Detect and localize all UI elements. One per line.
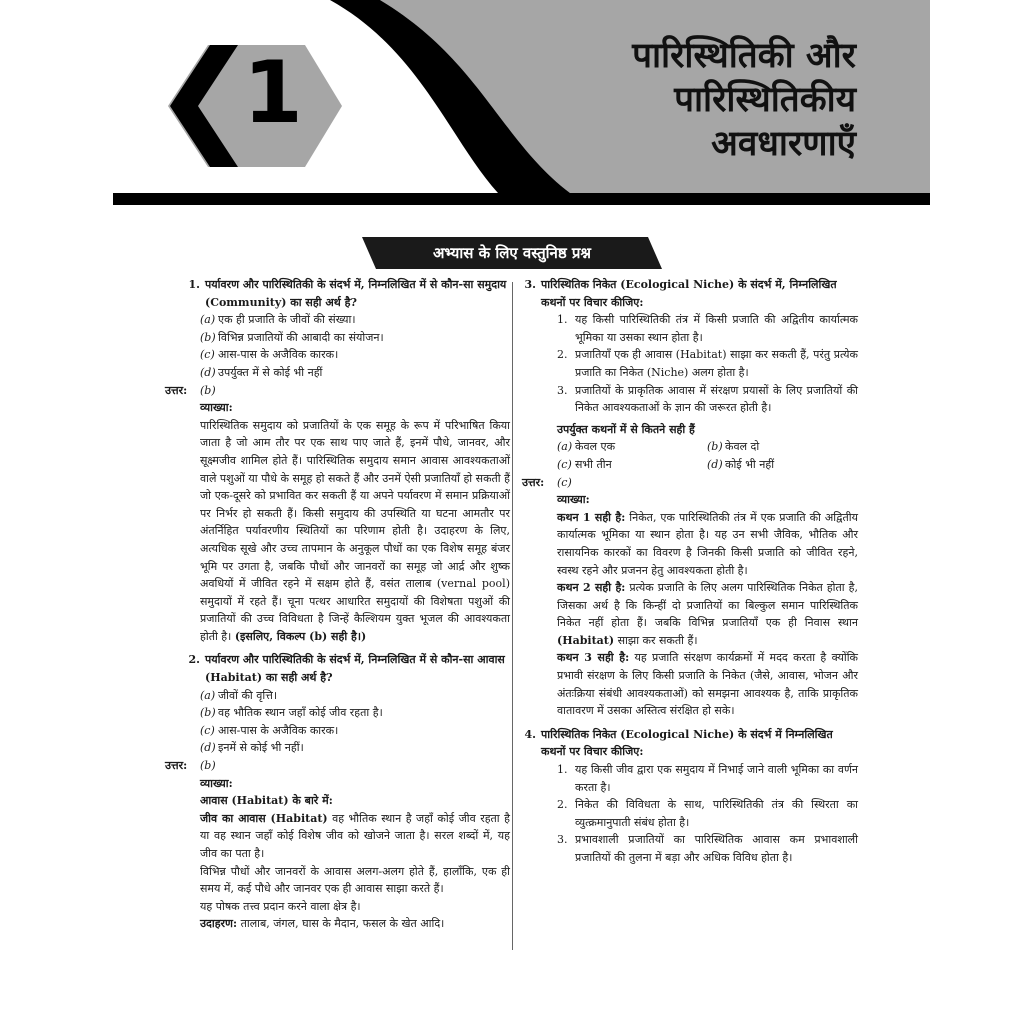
question-text: पारिस्थितिक निकेत (Ecological Niche) के संदर्भ में, निम्नलिखित कथनों पर विचार कीजिए: <box>541 278 837 309</box>
question-text: पर्यावरण और पारिस्थितिकी के संदर्भ में, निम्नलिखित में से कौन-सा समुदाय (Community) का सही अर्थ है? <box>205 278 507 309</box>
statement-verdict: कथन 3 सही है: <box>557 651 630 665</box>
left-column <box>165 276 510 933</box>
answer-value: (c) <box>557 475 572 489</box>
statement-explanation <box>522 579 858 649</box>
option-text: केवल दो <box>725 440 760 454</box>
explanation-text: विभिन्न पौधों और जानवरों के आवास अलग-अलग होते हैं, हालाँकि, एक ही समय में, कई पौधे और जानवर एक ही आवास साझा करते हैं। <box>200 864 510 896</box>
question-1 <box>165 276 510 311</box>
option-text: उपर्युक्त में से कोई भी नहीं <box>218 365 323 379</box>
option <box>165 722 510 740</box>
option-label: (d) <box>707 457 723 471</box>
statement-number: 2. <box>557 798 568 812</box>
about-heading: आवास (Habitat) के बारे में: <box>200 794 333 808</box>
option-text: आस-पास के अजैविक कारक। <box>218 348 339 362</box>
statement-text: निकेत की विविधता के साथ, पारिस्थितिकी तंत्र की स्थिरता का व्युत्क्रमानुपाती संबंध होता है। <box>575 798 858 829</box>
option <box>557 456 707 474</box>
option <box>707 456 857 474</box>
section-title: अभ्यास के लिए वस्तुनिष्ठ प्रश्न <box>432 244 592 262</box>
term-text: वह भौतिक स्थान है जहाँ कोई जीव रहता है या वह स्थान जहाँ कोई विशेष जीव को खोजने जाता है। सरल शब्दों में, यह जीव का पता है। <box>200 811 510 860</box>
option-text: एक ही प्रजाति के जीवों की संख्या। <box>218 313 356 327</box>
answer-label: उत्तर: <box>522 475 545 489</box>
statement-number: 3. <box>557 383 568 397</box>
chapter-title-line: पारिस्थितिकी और <box>632 36 856 76</box>
option-label: (b) <box>200 706 216 720</box>
question-text: पर्यावरण और पारिस्थितिकी के संदर्भ में, निम्नलिखित में से कौन-सा आवास (Habitat) का सही अर्थ है? <box>205 653 505 685</box>
statement-number: 1. <box>557 763 568 777</box>
option <box>165 311 510 329</box>
option <box>165 704 510 722</box>
explanation-text <box>165 810 510 863</box>
chapter-title-line: अवधारणाएँ <box>711 124 856 164</box>
question-prompt: उपर्युक्त कथनों में से कितने सही हैं <box>557 422 695 436</box>
statement-text: यह किसी पारिस्थितिकी तंत्र में किसी प्रजाति की अद्वितीय कार्यात्मक भूमिका या उसका स्थान होता है। <box>575 313 858 344</box>
example-label: उदाहरण: <box>200 917 238 931</box>
statement <box>522 831 858 866</box>
answer <box>522 474 858 492</box>
option <box>165 329 510 347</box>
option-text: सभी तीन <box>575 457 612 471</box>
option <box>165 346 510 364</box>
answer-label: उत्तर: <box>165 759 188 773</box>
answer-value: (b) <box>200 759 216 773</box>
option-label: (a) <box>557 440 573 454</box>
option-label: (b) <box>707 440 723 454</box>
explanation-text <box>165 417 510 646</box>
question-3 <box>522 276 858 311</box>
option-text: जीवों की वृत्ति। <box>218 688 278 702</box>
right-column <box>522 276 858 867</box>
option <box>557 438 707 456</box>
statement <box>522 346 858 381</box>
option-label: (c) <box>557 457 572 471</box>
question-text: पारिस्थितिक निकेत (Ecological Niche) के संदर्भ में निम्नलिखित कथनों पर विचार कीजिए: <box>541 727 833 759</box>
explanation-body: पारिस्थितिक समुदाय को प्रजातियों के एक समूह के रूप में परिभाषित किया जाता है जो आम तौर पर एक साथ पाए जाते हैं, इनमें पौधे, जानवर, और सूक्ष्मजीव शामिल होते हैं। पारिस्थितिक समुदाय समान आवास आवश्यकताओं वाले पशुओं या पौधे के समूह हो सकते हैं और उनमें ऐसी प्रजातियाँ हो सकती हैं जो एक-दूसरे को प्रभावित कर सकती हैं या अपने पर्यावरण में समान प्रक्रियाओं पर निर्भर हो सकती हैं। किसी समुदाय की उपस्थिति या घटना आमतौर पर अंतर्निहित पर्यावरणीय स्थितियों का परिणाम होती है। उदाहरण के लिए, अत्यधिक सूखे और उच्च तापमान के अनुकूल पौधों का एक विशेष समूह बंजर भूमि पर उगता है, जबकि पौधों और जानवरों का समूह जो आर्द्र और शुष्क अवधियों में जीवित रहने में सक्षम होते हैं, वसंत तालाब (vernal pool) समुदायों में रहते हैं। चूना पत्थर आधारित समुदायों की विशेषता पशुओं की प्रजातियों की उच्च विविधता है जिन्हें कैल्शियम युक्त भूजल की आवश्यकता होती है। <box>200 418 510 643</box>
example-value: तालाब, जंगल, घास के मैदान, फसल के खेत आदि। <box>237 917 445 931</box>
statement-verdict: कथन 1 सही है: <box>557 510 626 524</box>
question-2 <box>165 651 510 686</box>
explanation-label: व्याख्या: <box>200 401 233 415</box>
statement-reason: यह प्रजाति संरक्षण कार्यक्रमों में मदद करता है क्योंकि प्रभावी संरक्षण के लिए किसी प्रजाति के निकेत (जैसे, आवास, भोजन और अंतःक्रिया संबंधी आवश्यकताओं) को समझना आवश्यक है, ताकि प्राकृतिक वातावरण में उसका अस्तित्व संरक्षित हो सके। <box>557 651 858 718</box>
statement-number: 1. <box>557 313 568 327</box>
answer-value: (b) <box>200 383 216 397</box>
statement-verdict: कथन 2 सही है: <box>557 581 626 595</box>
question-number: 4. <box>524 727 536 741</box>
statement-text: यह किसी जीव द्वारा एक समुदाय में निभाई जाने वाली भूमिका का वर्णन करता है। <box>575 763 858 794</box>
option-text: केवल एक <box>575 440 616 454</box>
option-text: आस-पास के अजैविक कारक। <box>218 723 339 737</box>
statement-text: प्रजातियों के प्राकृतिक आवास में संरक्षण प्रयासों के लिए प्रजातियों की निकेत आवश्यकताओं के ज्ञान की जरूरत होती है। <box>575 383 858 415</box>
explanation-label: व्याख्या: <box>557 493 590 507</box>
statement-reason: साझा कर सकती हैं। <box>614 633 698 647</box>
option <box>707 438 857 456</box>
explanation-conclusion: (इसलिए, विकल्प (b) सही है।) <box>234 629 367 643</box>
answer <box>165 382 510 400</box>
option <box>165 364 510 382</box>
answer <box>165 757 510 775</box>
statement-text: प्रभावशाली प्रजातियों का पारिस्थितिक आवास कम प्रभावशाली प्रजातियों की तुलना में बड़ा और अधिक विविध होता है। <box>575 833 858 864</box>
statement <box>522 761 858 796</box>
statement-text: प्रजातियाँ एक ही आवास (Habitat) साझा कर सकती हैं, परंतु प्रत्येक प्रजाति का निकेत (Niche) अलग होता है। <box>575 348 858 379</box>
option-label: (c) <box>200 348 215 362</box>
statement-explanation <box>522 509 858 579</box>
question-number: 2. <box>188 653 200 667</box>
option-text: विभिन्न प्रजातियों की आबादी का संयोजन। <box>218 330 384 344</box>
answer-label: उत्तर: <box>165 383 188 397</box>
question-number: 1. <box>188 278 200 291</box>
statement-number: 2. <box>557 348 568 362</box>
option-text: कोई भी नहीं <box>725 457 775 471</box>
option-label: (b) <box>200 330 216 344</box>
option-label: (d) <box>200 741 216 755</box>
column-divider <box>512 282 513 950</box>
option <box>165 739 510 757</box>
statement-explanation <box>522 649 858 719</box>
explanation-label: व्याख्या: <box>200 776 233 790</box>
section-banner <box>362 237 662 269</box>
option-label: (d) <box>200 365 216 379</box>
example-text <box>165 915 510 933</box>
statement-reason: प्रत्येक प्रजाति के लिए अलग पारिस्थितिक निकेत होता है, जिसका अर्थ है कि किन्हीं दो प्रजातियों का बिल्कुल समान पारिस्थितिक निकेत नहीं होता हैं। जबकि विभिन्न प्रजातियाँ एक ही निवास स्थान <box>557 581 858 630</box>
term-bold: जीव का आवास (Habitat) <box>200 811 328 825</box>
statement-reason: निकेत, एक पारिस्थितिकी तंत्र में एक प्रजाति की अद्वितीय कार्यात्मक भूमिका या स्थान होता है। यह उन सभी जैविक, भौतिक और रासायनिक कारकों का विवरण है जिनकी किसी प्रजाति को जीवित रहने, स्वस्थ रहने और प्रजनन हेतु आवश्यकता होती है। <box>557 510 858 577</box>
question-4 <box>522 726 858 761</box>
option-label: (c) <box>200 723 215 737</box>
option-label: (a) <box>200 313 216 327</box>
explanation-text: यह पोषक तत्त्व प्रदान करने वाला क्षेत्र है। <box>200 899 361 913</box>
option-grid <box>522 438 858 473</box>
chapter-number: 1 <box>243 43 303 143</box>
statement-number: 3. <box>557 833 568 847</box>
question-number: 3. <box>524 278 536 291</box>
chapter-header-graphic <box>0 0 1024 215</box>
option-text: इनमें से कोई भी नहीं। <box>218 741 304 755</box>
chapter-title <box>536 34 856 166</box>
option <box>165 687 510 705</box>
statement <box>522 382 858 417</box>
statement <box>522 796 858 831</box>
option-label: (a) <box>200 688 216 702</box>
term-bold: (Habitat) <box>557 633 615 647</box>
chapter-title-line: पारिस्थितिकीय <box>674 80 856 120</box>
statement <box>522 311 858 346</box>
option-text: वह भौतिक स्थान जहाँ कोई जीव रहता है। <box>218 706 383 720</box>
